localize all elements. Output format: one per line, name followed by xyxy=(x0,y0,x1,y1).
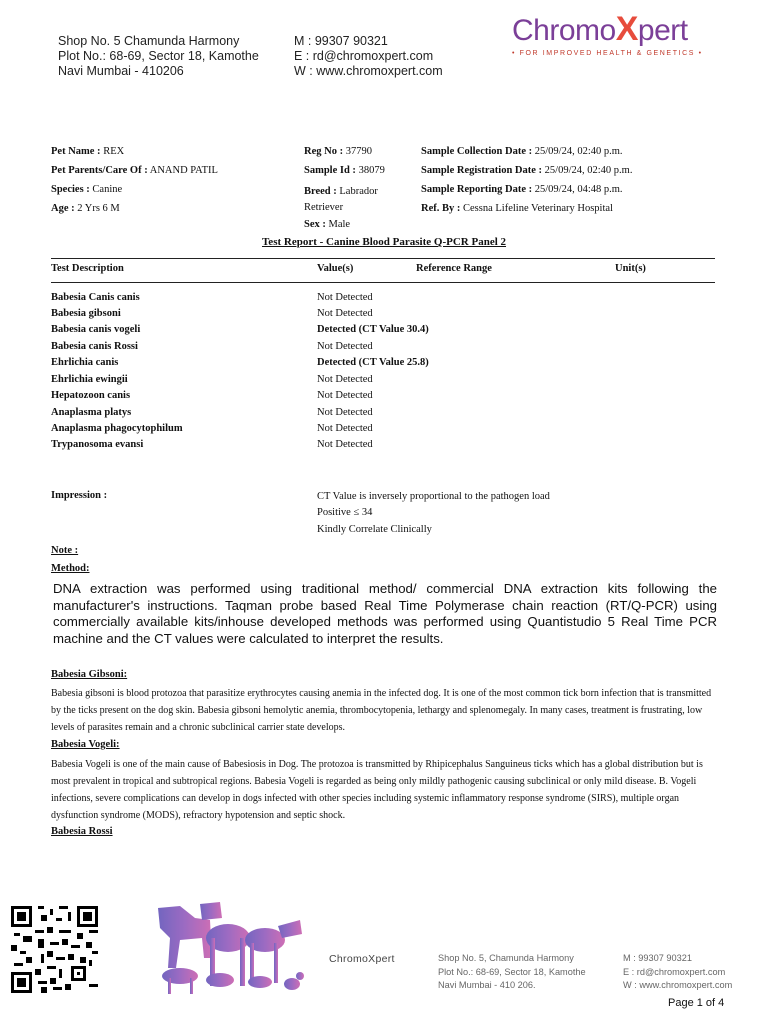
species-value: Canine xyxy=(92,184,123,195)
pet-parents-label: Pet Parents/Care Of : xyxy=(51,165,148,176)
sample-id-value: 38079 xyxy=(358,165,385,176)
table-row xyxy=(51,439,715,455)
registration-date-row xyxy=(421,165,632,177)
table-header-rule xyxy=(51,282,715,283)
species-row xyxy=(51,184,122,196)
test-name: Babesia canis vogeli xyxy=(51,324,141,335)
sex-value: Male xyxy=(328,219,351,230)
table-row xyxy=(51,407,715,423)
col-header-unit: Unit(s) xyxy=(615,263,646,274)
sex-label: Sex : xyxy=(304,219,326,230)
table-top-rule xyxy=(51,258,715,259)
header-website: W : www.chromoxpert.com xyxy=(294,64,443,78)
table-row xyxy=(51,423,715,439)
page-number: Page 1 of 4 xyxy=(668,997,725,1009)
test-name: Anaplasma phagocytophilum xyxy=(51,423,183,434)
section-text-babesia-vogeli: Babesia Vogeli is one of the main cause of Babesiosis in Dog. The protozoa is transmitted by Rhipicephalus Sanguineus ticks which has a global distribution but is most prevalent in tropical and subtropical regions. Babesia Vogeli is regarded as being only mildly pathogenic causing subclinical or only mild disease. B. Vogeli infections, severe complications can develop in dogs infected with other species including systemic inflammatory response syndrome (SIRS), multiple organ dysfunction syndrome (MODS), refractory hypotension and septic shock. xyxy=(51,759,703,821)
pet-parents-row xyxy=(51,165,218,177)
test-value: Not Detected xyxy=(317,407,373,418)
impression-text xyxy=(317,489,550,538)
logo-text-pert: pert xyxy=(637,14,688,47)
chromoxpert-logo xyxy=(512,10,722,70)
collection-date-value: 25/09/24, 02:40 p.m. xyxy=(534,146,623,157)
test-name: Hepatozoon canis xyxy=(51,390,131,401)
breed-row xyxy=(304,184,378,215)
ref-by-value: Cessna Lifeline Veterinary Hospital xyxy=(463,203,613,214)
table-row xyxy=(51,292,715,308)
header-address-line: Shop No. 5 Chamunda Harmony xyxy=(58,34,240,48)
table-row xyxy=(51,341,715,357)
impression-line: Kindly Correlate Clinically xyxy=(317,523,432,535)
test-value: Detected (CT Value 30.4) xyxy=(317,324,429,335)
section-heading-babesia-vogeli: Babesia Vogeli: xyxy=(51,739,120,750)
header-address xyxy=(58,34,259,79)
logo-tagline: • FOR IMPROVED HEALTH & GENETICS • xyxy=(512,50,703,57)
method-text: DNA extraction was performed using traditional method/ commercial DNA extraction kits following the manufacturer's instructions. Taqman probe based Real Time Polymerase chain reaction (RT/Q-PCR) using commercially available kits/inhouse developed methods was performed using Quantistudio 5 Real Time PCR machine and the CT values were calculated to interpret the results. xyxy=(53,581,717,646)
test-name: Ehrlichia canis xyxy=(51,357,119,368)
reporting-date-label: Sample Reporting Date : xyxy=(421,184,533,195)
impression-line: CT Value is inversely proportional to the pathogen load xyxy=(317,491,550,502)
test-name: Anaplasma platys xyxy=(51,407,132,418)
header-address-line: Navi Mumbai - 410206 xyxy=(58,64,184,78)
footer-email: E : rd@chromoxpert.com xyxy=(623,966,726,977)
footer-address-line: Navi Mumbai - 410 206. xyxy=(438,980,536,990)
footer-website: W : www.chromoxpert.com xyxy=(623,980,733,990)
registration-date-label: Sample Registration Date : xyxy=(421,165,543,176)
reg-no-label: Reg No : xyxy=(304,146,344,157)
col-header-value: Value(s) xyxy=(317,263,354,274)
col-header-test: Test Description xyxy=(51,263,124,274)
logo-text-chromo: Chromo xyxy=(512,14,616,47)
method-label: Method: xyxy=(51,563,90,574)
footer-address-line: Shop No. 5, Chamunda Harmony xyxy=(438,953,574,963)
impression-line: Positive ≤ 34 xyxy=(317,507,373,519)
note-label: Note : xyxy=(51,545,79,556)
animals-illustration xyxy=(140,898,310,998)
footer-address xyxy=(438,952,586,993)
breed-label: Breed : xyxy=(304,186,337,197)
sample-id-row xyxy=(304,165,385,177)
report-title-text: Test Report - Canine Blood Parasite Q-PCR Panel 2 xyxy=(261,236,507,248)
ref-by-label: Ref. By : xyxy=(421,203,461,214)
pet-parents-value: ANAND PATIL xyxy=(149,165,218,176)
table-row xyxy=(51,308,715,324)
qr-code-image xyxy=(11,906,98,993)
reporting-date-row xyxy=(421,184,623,196)
pet-name-value: REX xyxy=(103,146,125,157)
age-label: Age : xyxy=(51,203,75,214)
test-value: Not Detected xyxy=(317,341,373,352)
test-value: Not Detected xyxy=(317,374,373,385)
header-contact xyxy=(294,34,443,79)
pet-name-label: Pet Name : xyxy=(51,146,101,157)
collection-date-row xyxy=(421,146,623,158)
test-value: Not Detected xyxy=(317,292,373,303)
footer-contact xyxy=(623,952,732,993)
test-name: Babesia Canis canis xyxy=(51,292,140,303)
test-value: Not Detected xyxy=(317,423,373,434)
report-title xyxy=(0,236,768,248)
section-text-babesia-gibsoni: Babesia gibsoni is blood protozoa that parasitize erythrocytes causing anemia in the infected dog. It is one of the most common tick born infection that is transmitted by the ticks present on the dog skin. Babesia gibsoni hemolytic anemia, thrombocytopenia, lethargy and splenomegaly. In many cases, treatment is frustrating, low levels of parasites remain and a chronic subclinical carrier state develops. xyxy=(51,688,712,733)
header-phone: M : 99307 90321 xyxy=(294,34,388,48)
registration-date-value: 25/09/24, 02:40 p.m. xyxy=(544,165,633,176)
reg-no-value: 37790 xyxy=(345,146,372,157)
breed-value: Labrador xyxy=(339,186,378,197)
breed-value-line2: Retriever xyxy=(304,201,344,213)
footer-phone: M : 99307 90321 xyxy=(623,953,692,963)
test-value: Not Detected xyxy=(317,308,373,319)
age-row xyxy=(51,203,120,215)
table-row xyxy=(51,357,715,373)
collection-date-label: Sample Collection Date : xyxy=(421,146,533,157)
test-name: Babesia canis Rossi xyxy=(51,341,138,352)
ref-by-row xyxy=(421,203,613,215)
reporting-date-value: 25/09/24, 04:48 p.m. xyxy=(534,184,623,195)
section-heading-babesia-gibsoni: Babesia Gibsoni: xyxy=(51,669,128,680)
test-name: Ehrlichia ewingii xyxy=(51,374,128,385)
test-value: Detected (CT Value 25.8) xyxy=(317,357,429,368)
logo-text-x: X xyxy=(615,10,638,48)
pet-name-row xyxy=(51,146,124,158)
sample-id-label: Sample Id : xyxy=(304,165,356,176)
reg-no-row xyxy=(304,146,372,158)
footer-address-line: Plot No.: 68-69, Sector 18, Kamothe xyxy=(438,966,586,977)
test-value: Not Detected xyxy=(317,439,373,450)
age-value: 2 Yrs 6 M xyxy=(77,203,120,214)
table-row xyxy=(51,390,715,406)
test-name: Trypanosoma evansi xyxy=(51,439,144,450)
header-email: E : rd@chromoxpert.com xyxy=(294,49,434,63)
table-row xyxy=(51,324,715,340)
species-label: Species : xyxy=(51,184,90,195)
impression-label: Impression : xyxy=(51,490,108,501)
col-header-reference: Reference Range xyxy=(416,263,492,274)
header-address-line: Plot No.: 68-69, Sector 18, Kamothe xyxy=(58,49,259,63)
test-name: Babesia gibsoni xyxy=(51,308,121,319)
section-heading-babesia-rossi: Babesia Rossi xyxy=(51,826,113,837)
table-row xyxy=(51,374,715,390)
footer-brand: ChromoXpert xyxy=(329,953,395,965)
test-value: Not Detected xyxy=(317,390,373,401)
sex-row xyxy=(304,219,350,231)
